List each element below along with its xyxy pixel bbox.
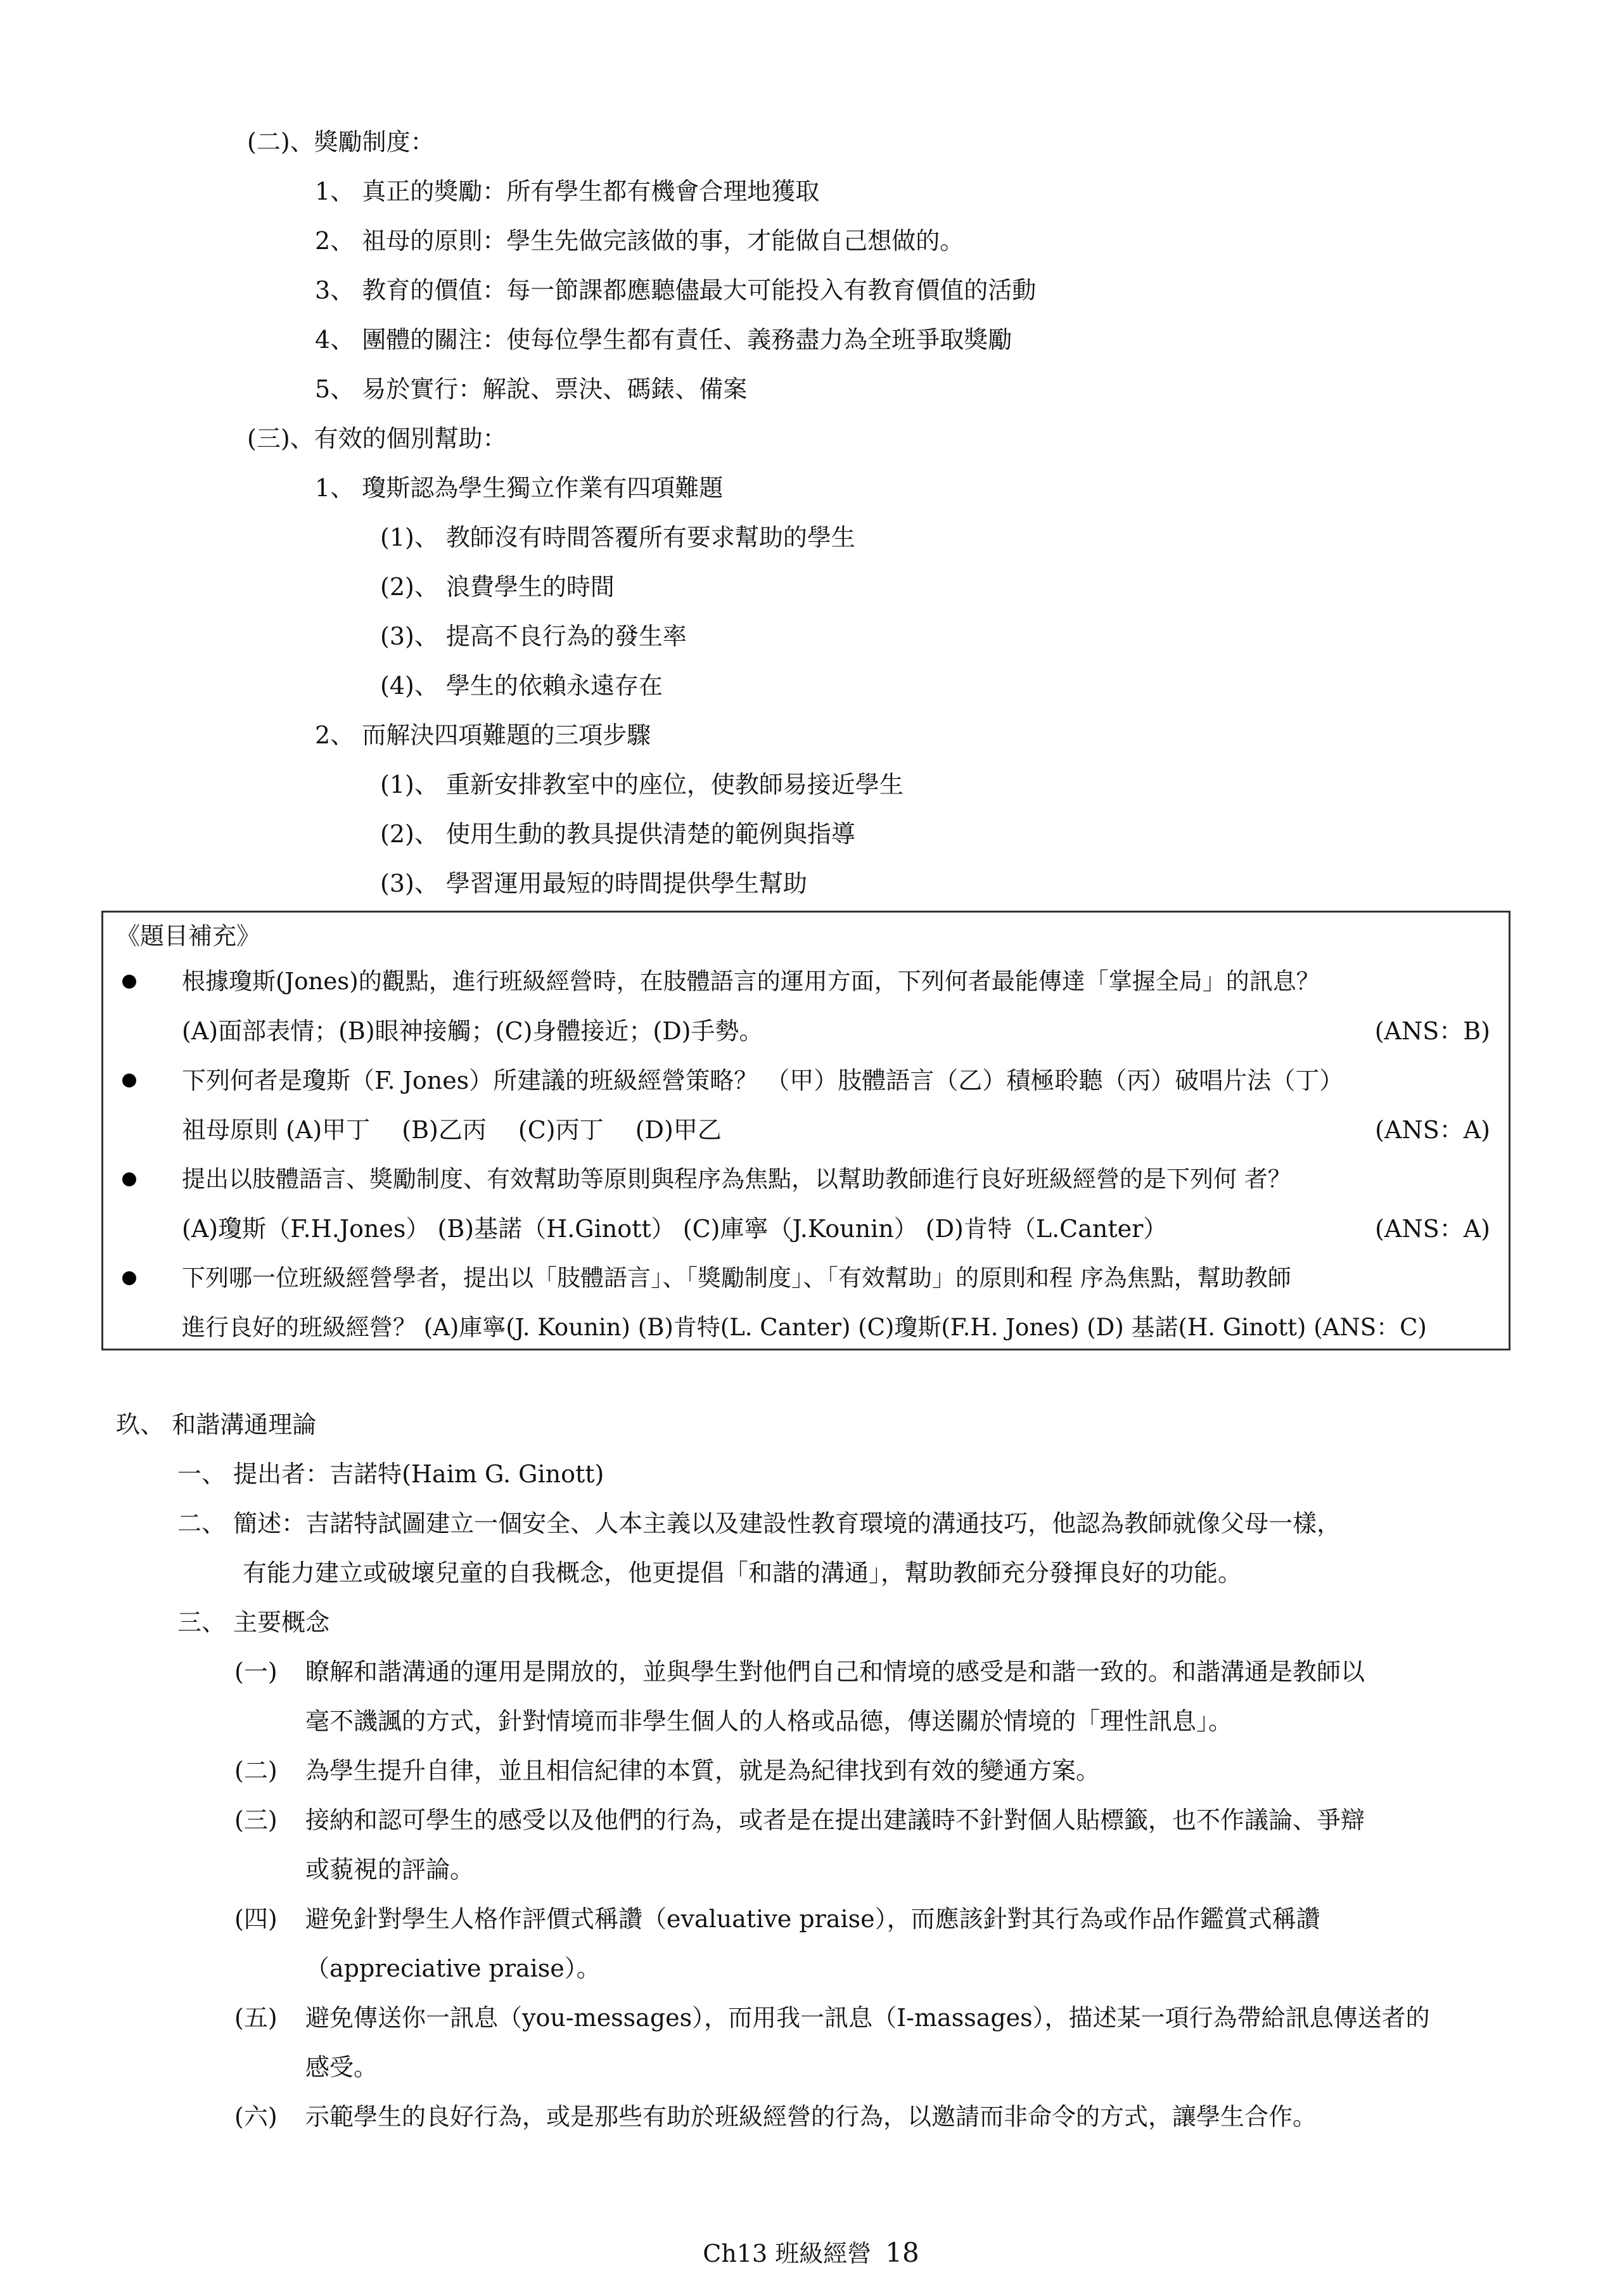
- summary-line: 有能力建立或破壞兒童的自我概念，他更提倡「和諧的溝通」，幫助教師充分發揮良好的功能。: [243, 1559, 1242, 1587]
- footer-chapter: Ch13 班級經營: [703, 2240, 872, 2267]
- page-footer: [0, 2237, 1622, 2269]
- concept-text: 接納和認可學生的感受以及他們的行為，或者是在提出建議時不針對個人貼標籤，也不作議論、爭辯: [305, 1806, 1365, 1834]
- concept-marker: (五): [234, 2004, 278, 2032]
- subsection-heading: 2、 而解決四項難題的三項步驟: [315, 721, 651, 749]
- list-item: 4、 團體的關注：使每位學生都有責任、義務盡力為全班爭取獎勵: [315, 326, 1012, 354]
- list-item: 3、 教育的價值：每一節課都應聽儘最大可能投入有教育價值的活動: [315, 276, 1037, 304]
- question-line: [182, 1015, 1490, 1047]
- list-item: (1)、 教師沒有時間答覆所有要求幫助的學生: [380, 523, 855, 551]
- supplement-title: 《題目補充》: [116, 922, 261, 950]
- answer-label: (ANS：A): [1375, 1116, 1490, 1144]
- list-item: 2、 祖母的原則：學生先做完該做的事，才能做自己想做的。: [315, 227, 964, 255]
- concept-text: 避免針對學生人格作評價式稱讚（evaluative praise），而應該針對其行為或作品作鑑賞式稱讚: [305, 1905, 1320, 1933]
- concept-marker: (二): [234, 1757, 278, 1785]
- list-item: (3)、 學習運用最短的時間提供學生幫助: [380, 869, 807, 897]
- list-item: 5、 易於實行：解說、票決、碼錶、備案: [315, 375, 748, 403]
- question-line: 根據瓊斯(Jones)的觀點，進行班級經營時，在肢體語言的運用方面，下列何者最能傳達「掌握全局」的訊息？: [182, 968, 1320, 995]
- proposer-line: 一、 提出者：吉諾特(Haim G. Ginott): [177, 1460, 604, 1488]
- answer-label: (ANS：A): [1375, 1215, 1490, 1243]
- concept-text: （appreciative praise）。: [305, 1954, 601, 1982]
- question-options: (A)瓊斯（F.H.Jones） (B)基諾（H.Ginott） (C)庫寧（J.Kounin） (D)肯特（L.Canter）: [182, 1215, 1168, 1243]
- concepts-heading: 三、 主要概念: [177, 1608, 330, 1636]
- list-item: 1、 真正的獎勵：所有學生都有機會合理地獲取: [315, 177, 820, 205]
- concept-marker: (六): [234, 2103, 278, 2131]
- question-line: [182, 1213, 1490, 1245]
- concept-text: 感受。: [305, 2053, 378, 2081]
- list-item: (1)、 重新安排教室中的座位，使教師易接近學生: [380, 771, 904, 798]
- question-options: (A)面部表情；(B)眼神接觸；(C)身體接近；(D)手勢。: [182, 1017, 763, 1045]
- question-line: 下列何者是瓊斯（F. Jones）所建議的班級經營策略？ （甲）肢體語言（乙）積極聆聽（丙）破唱片法（丁）: [182, 1067, 1344, 1094]
- concept-text: 避免傳送你一訊息（you-messages），而用我一訊息（I-massages），描述某一項行為帶給訊息傳送者的: [305, 2004, 1430, 2032]
- question-options: 祖母原則 (A)甲丁 (B)乙丙 (C)丙丁 (D)甲乙: [182, 1116, 722, 1144]
- concept-text: 為學生提升自律，並且相信紀律的本質，就是為紀律找到有效的變通方案。: [305, 1757, 1101, 1785]
- summary-line: 二、 簡述：吉諾特試圖建立一個安全、人本主義以及建設性教育環境的溝通技巧，他認為教師就像父母一樣，: [177, 1510, 1341, 1537]
- concept-text: 瞭解和諧溝通的運用是開放的，並與學生對他們自己和情境的感受是和諧一致的。和諧溝通是教師以: [305, 1658, 1365, 1686]
- concept-text: 示範學生的良好行為，或是那些有助於班級經營的行為，以邀請而非命令的方式，讓學生合作。: [305, 2103, 1317, 2131]
- question-line: 提出以肢體語言、獎勵制度、有效幫助等原則與程序為焦點，以幫助教師進行良好班級經營的是下列何 者？: [182, 1165, 1291, 1193]
- bullet-icon: [122, 975, 136, 989]
- list-item: (4)、 學生的依賴永遠存在: [380, 672, 663, 700]
- list-item: (2)、 使用生動的教具提供清楚的範例與指導: [380, 820, 855, 848]
- question-line: [182, 1114, 1490, 1146]
- chapter-heading: 玖、 和諧溝通理論: [116, 1411, 317, 1439]
- subsection-heading: 1、 瓊斯認為學生獨立作業有四項難題: [315, 474, 724, 502]
- list-item: (2)、 浪費學生的時間: [380, 573, 615, 601]
- section-heading-rewards: (二)、獎勵制度：: [247, 128, 435, 156]
- section-heading-individual-help: (三)、有效的個別幫助：: [247, 425, 507, 452]
- concept-text: 或藐視的評論。: [305, 1856, 475, 1883]
- concept-marker: (四): [234, 1905, 278, 1933]
- answer-label: (ANS：B): [1374, 1017, 1490, 1045]
- concept-marker: (三): [234, 1806, 278, 1834]
- question-line: 下列哪一位班級經營學者，提出以「肢體語言」、「獎勵制度」、「有效幫助」的原則和程 序為焦點，幫助教師: [182, 1264, 1291, 1292]
- page-number: 18: [885, 2237, 919, 2268]
- concept-marker: (一): [234, 1658, 278, 1686]
- list-item: (3)、 提高不良行為的發生率: [380, 622, 687, 650]
- bullet-icon: [122, 1074, 136, 1087]
- bullet-icon: [122, 1271, 136, 1285]
- bullet-icon: [122, 1172, 136, 1186]
- question-line: 進行良好的班級經營？ (A)庫寧(J. Kounin) (B)肯特(L. Canter) (C)瓊斯(F.H. Jones) (D) 基諾(H. Ginott) (ANS：C): [182, 1314, 1427, 1341]
- concept-text: 毫不譏諷的方式，針對情境而非學生個人的人格或品德，傳送關於情境的「理性訊息」。: [305, 1707, 1233, 1735]
